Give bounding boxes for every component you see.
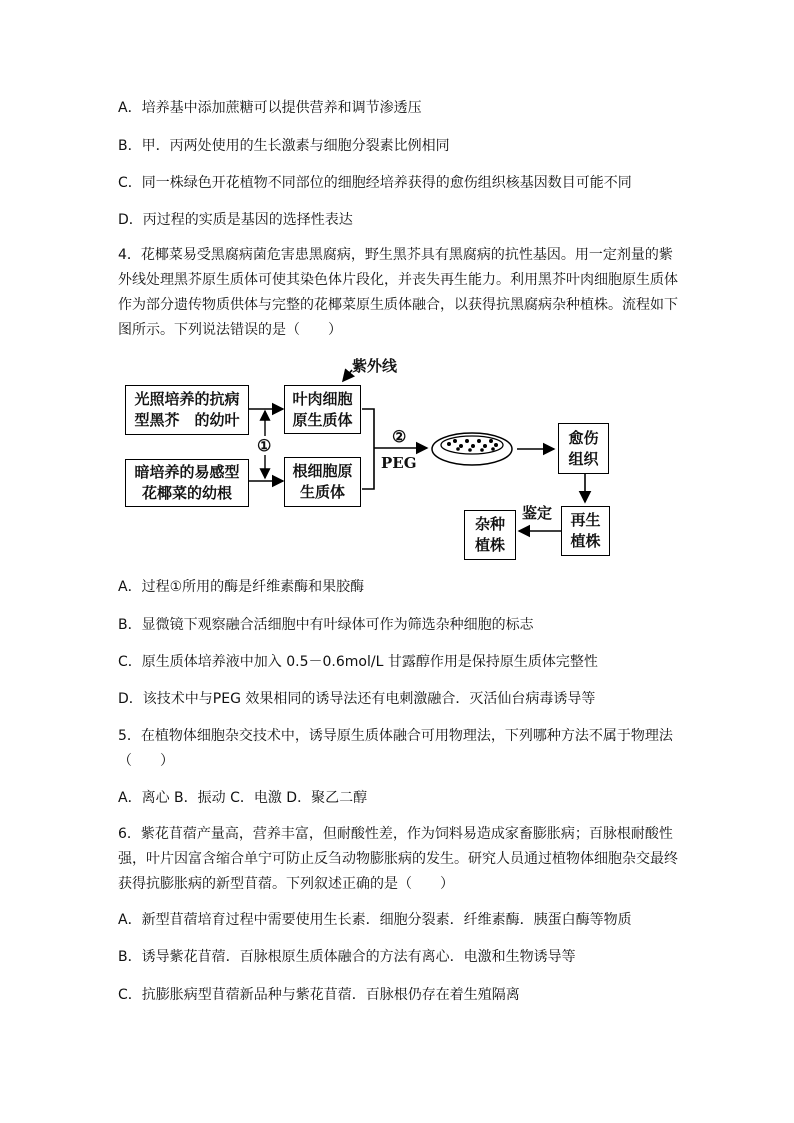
hybrid-line2: 植株 bbox=[474, 536, 505, 554]
hybrid-line1: 杂种 bbox=[474, 515, 505, 533]
mesophyll-line2: 原生质体 bbox=[292, 410, 353, 429]
identify-label: 鉴定 bbox=[522, 504, 553, 522]
root-source-line2: 花椰菜的幼根 bbox=[141, 484, 232, 502]
root-source-line1: 暗培养的易感型 bbox=[134, 463, 240, 481]
uv-label: 紫外线 bbox=[352, 357, 398, 375]
root-source-box bbox=[125, 459, 249, 507]
q4-stem: 4．花椰菜易受黑腐病菌危害患黑腐病，野生黑芥具有黑腐病的抗性基因。用一定剂量的紫外线处理黑芥原生质体可使其染色体片段化，并丧失再生能力。利用黑芥叶肉细胞原生质体作为部分遗传物质供体与完整的花椰菜原生质体融合，以获得抗黑腐病杂种植株。流程如下图所示。下列说法错误的是（ ） bbox=[118, 247, 678, 338]
q6-option-b: B．诱导紫花苜蓿．百脉根原生质体融合的方法有离心．电激和生物诱导等 bbox=[118, 949, 576, 965]
q4-option-c: C．原生质体培养液中加入 0.5－0.6mol/L 甘露醇作用是保持原生质体完整性 bbox=[118, 654, 598, 670]
callus-box bbox=[558, 423, 609, 474]
leaf-source-line1: 光照培养的抗病 bbox=[134, 390, 240, 408]
q6-stem: 6．紫花苜蓿产量高，营养丰富，但耐酸性差，作为饲料易造成家畜膨胀病；百脉根耐酸性强，叶片因富含缩合单宁可防止反刍动物膨胀病的发生。研究人员通过植物体细胞杂交最终获得抗膨胀病的新型苜蓿。下列叙述正确的是（ ） bbox=[118, 826, 678, 892]
regen-line1: 再生 bbox=[570, 511, 601, 529]
petri-dish-icon bbox=[432, 433, 512, 465]
callus-line2: 组织 bbox=[568, 449, 599, 468]
peg-label: PEG bbox=[381, 454, 417, 472]
regen-line2: 植株 bbox=[570, 532, 601, 550]
step1-label: ① bbox=[257, 436, 272, 455]
q4-option-b: B．显微镜下观察融合活细胞中有叶绿体可作为筛选杂种细胞的标志 bbox=[118, 617, 534, 633]
root-protoplast-line1: 根细胞原 bbox=[292, 462, 353, 480]
uv-arrow bbox=[343, 370, 352, 381]
q3-option-d: D．丙过程的实质是基因的选择性表达 bbox=[118, 212, 353, 228]
mesophyll-protoplast-box bbox=[284, 385, 361, 434]
q6-option-a: A．新型苜蓿培育过程中需要使用生长素．细胞分裂素．纤维素酶．胰蛋白酶等物质 bbox=[118, 912, 632, 928]
q3-option-a: A．培养基中添加蔗糖可以提供营养和调节渗透压 bbox=[118, 100, 422, 116]
q3-option-b: B．甲．丙两处使用的生长激素与细胞分裂素比例相同 bbox=[118, 138, 450, 154]
hybrid-plant-box bbox=[464, 510, 516, 560]
q3-option-c: C．同一株绿色开花植物不同部位的细胞经培养获得的愈伤组织核基因数目可能不同 bbox=[118, 175, 632, 191]
mesophyll-line1: 叶肉细胞 bbox=[292, 389, 353, 408]
merge-bracket bbox=[362, 409, 374, 489]
callus-line1: 愈伤 bbox=[568, 428, 599, 447]
step2-label: ② bbox=[392, 427, 407, 446]
root-protoplast-line2: 生质体 bbox=[299, 483, 345, 501]
root-protoplast-box bbox=[284, 457, 361, 507]
leaf-source-box bbox=[125, 385, 249, 435]
q4-option-d: D．该技术中与PEG 效果相同的诱导法还有电刺激融合．灭活仙台病毒诱导等 bbox=[118, 691, 596, 707]
leaf-source-line2: 型黑芥 的幼叶 bbox=[134, 411, 240, 429]
q4-option-a: A．过程①所用的酶是纤维素酶和果胶酶 bbox=[118, 579, 365, 595]
q5-stem: 5．在植物体细胞杂交技术中，诱导原生质体融合可用物理法，下列哪种方法不属于物理法（ ） bbox=[118, 728, 673, 769]
q6-option-c: C．抗膨胀病型苜蓿新品种与紫花苜蓿．百脉根仍存在着生殖隔离 bbox=[118, 987, 520, 1003]
regeneration-box bbox=[561, 506, 610, 556]
q5-options: A．离心 B．振动 C．电激 D．聚乙二醇 bbox=[118, 790, 368, 806]
